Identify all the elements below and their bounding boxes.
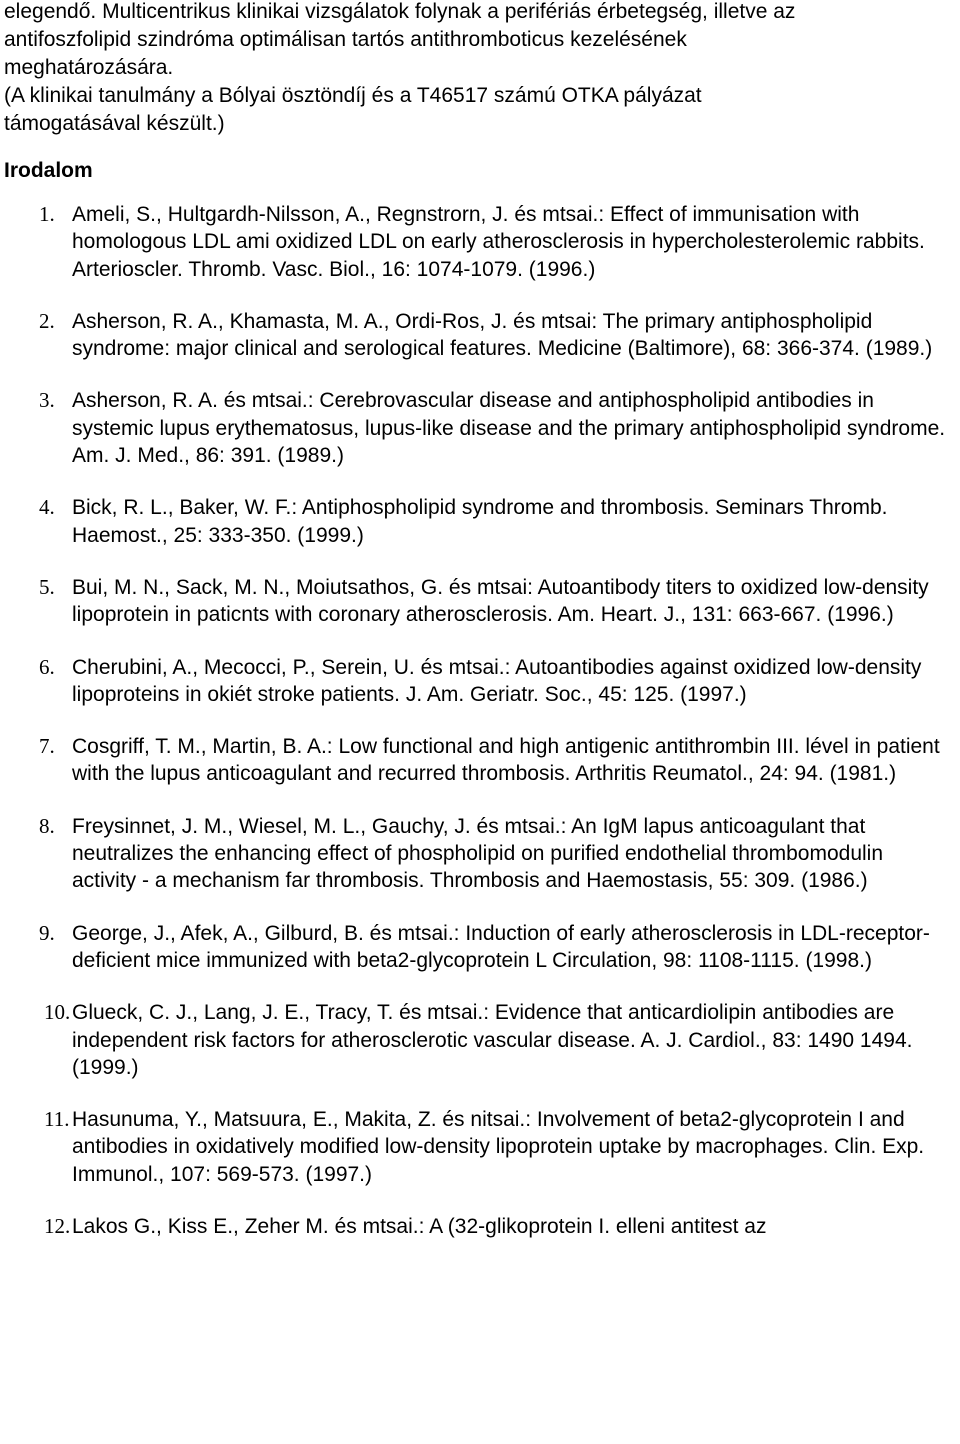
- reference-item: [4, 999, 952, 1081]
- reference-list: [4, 201, 956, 1240]
- funding-note: (A klinikai tanulmány a Bólyai ösztöndíj és a T46517 számú OTKA pályázat támogatásával készült.): [4, 84, 702, 135]
- reference-item: [4, 574, 952, 629]
- reference-item: [4, 308, 952, 363]
- reference-item: [4, 733, 952, 788]
- reference-number: 2.: [39, 308, 55, 333]
- reference-item: [4, 813, 952, 895]
- reference-number: 12.: [44, 1214, 71, 1239]
- reference-text: Asherson, R. A., Khamasta, M. A., Ordi-Ros, J. és mtsai: The primary antiphospholipid syndrome: major clinical and serological features. Medicine (Baltimore), 68: 366-374. (1989.): [72, 309, 933, 361]
- reference-text: Hasunuma, Y., Matsuura, E., Makita, Z. és nitsai.: Involvement of beta2-glycoprotein I and antibodies in oxidatively modified low-density lipoprotein uptake by macrophages. Clin. Exp. Immunol., 107: 569-573. (1997.): [72, 1108, 925, 1186]
- reference-text: Cosgriff, T. M., Martin, B. A.: Low functional and high antigenic antithrombin III. lével in patient with the lupus anticoagulant and recurred thrombosis. Arthritis Reumatol., 24: 94. (1981.): [72, 735, 940, 786]
- reference-number: 9.: [39, 920, 55, 945]
- reference-text: Cherubini, A., Mecocci, P., Serein, U. és mtsai.: Autoantibodies against oxidized low-density lipoproteins in okiét stroke patients. J. Am. Geriatr. Soc., 45: 125. (1997.): [72, 655, 922, 706]
- reference-text: Freysinnet, J. M., Wiesel, M. L., Gauchy, J. és mtsai.: An IgM lapus anticoagulant that neutralizes the enhancing effect of phospholipid on purified endothelial thrombomodulin activity - a mechanism far thrombosis. Thrombosis and Haemostasis, 55: 309. (1986.): [72, 814, 884, 893]
- reference-number: 4.: [39, 495, 55, 520]
- reference-number: 7.: [39, 734, 55, 759]
- reference-text: Bick, R. L., Baker, W. F.: Antiphospholipid syndrome and thrombosis. Seminars Thromb. Haemost., 25: 333-350. (1999.): [72, 496, 888, 547]
- reference-number: 11.: [44, 1107, 70, 1132]
- reference-item: [4, 1106, 952, 1188]
- reference-text: Asherson, R. A. és mtsai.: Cerebrovascular disease and antiphospholipid antibodies in systemic lupus erythematosus, lupus-like disease and the primary antiphospholipid syndrome. Am. J. Med., 86: 391. (1989.): [72, 389, 946, 468]
- reference-item: [4, 920, 952, 975]
- reference-number: 6.: [39, 654, 55, 679]
- reference-text: Glueck, C. J., Lang, J. E., Tracy, T. és mtsai.: Evidence that anticardiolipin antibodies are independent risk factors for atherosclerotic vascular disease. A. J. Cardiol., 83: 1490 1494. (1999.): [72, 1001, 913, 1079]
- reference-number: 3.: [39, 388, 55, 413]
- reference-number: 10.: [44, 1000, 71, 1025]
- reference-item: [4, 654, 952, 709]
- reference-number: 8.: [39, 813, 55, 838]
- reference-text: Lakos G., Kiss E., Zeher M. és mtsai.: A (32-glikoprotein I. elleni antitest az: [72, 1215, 767, 1239]
- reference-text: George, J., Afek, A., Gilburd, B. és mtsai.: Induction of early atherosclerosis in LDL-receptor-deficient mice immunized with beta2-glycoprotein L Circulation, 98: 1108-1115. (1998.): [72, 921, 930, 972]
- reference-item: [4, 1213, 952, 1240]
- reference-text: Bui, M. N., Sack, M. N., Moiutsathos, G. és mtsai: Autoantibody titers to oxidized low-density lipoprotein in paticnts with coronary atherosclerosis. Am. Heart. J., 131: 663-667. (1996.): [72, 575, 929, 627]
- reference-text: Ameli, S., Hultgardh-Nilsson, A., Regnstrorn, J. és mtsai.: Effect of immunisation with homologous LDL ami oxidized LDL on early atherosclerosis in hypercholesterolemic rabbits. Arterioscler. Thromb. Vasc. Biol., 16: 1074-1079. (1996.): [72, 203, 925, 281]
- section-heading: Irodalom: [4, 159, 93, 182]
- reference-item: [4, 201, 952, 283]
- reference-number: 1.: [39, 202, 55, 226]
- reference-item: [4, 494, 952, 549]
- reference-number: 5.: [39, 574, 55, 599]
- intro-paragraph: elegendő. Multicentrikus klinikai vizsgálatok folynak a perifériás érbetegség, illetve az antifoszfolipid szindróma optimálisan tartós antithromboticus kezelésének meghatározására.: [4, 0, 796, 79]
- reference-item: [4, 387, 952, 469]
- document-page: [4, 0, 956, 1265]
